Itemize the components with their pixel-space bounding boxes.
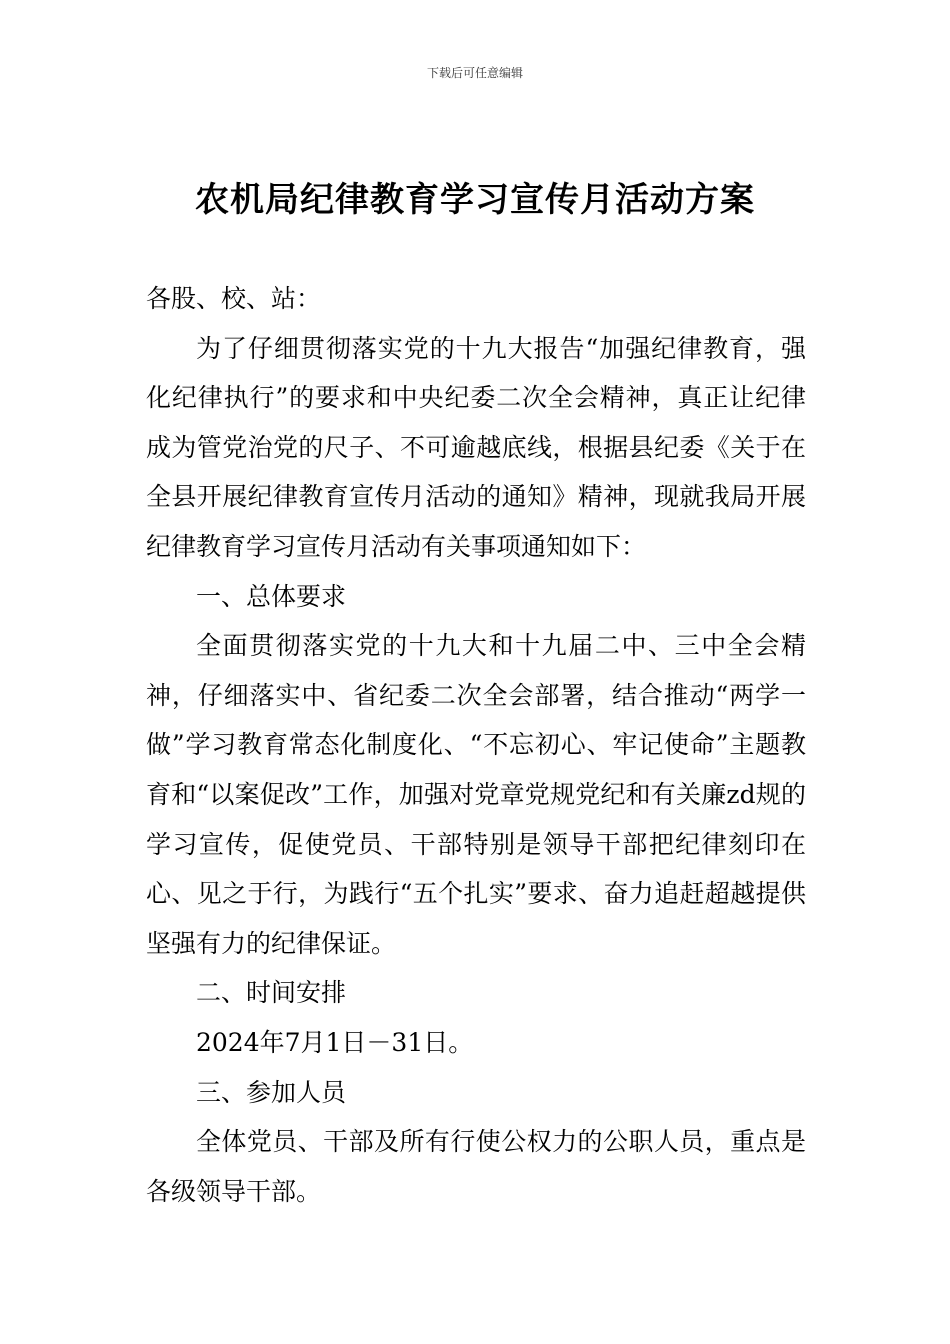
section-heading-general-requirements: 一、总体要求 <box>196 581 347 611</box>
document-title: 农机局纪律教育学习宣传月活动方案 <box>195 180 755 220</box>
section-heading-participants: 三、参加人员 <box>196 1077 347 1107</box>
section-body-schedule: 2024年7月1日－31日。 <box>196 1027 474 1057</box>
salutation: 各股、校、站： <box>146 284 322 313</box>
document-body <box>146 274 806 1216</box>
page-header: 下载后可任意编辑 <box>426 66 523 80</box>
section-body-general-requirements: 全面贯彻落实党的十九大和十九届二中、三中全会精神，仔细落实中、省纪委二次全会部署，结合推动“两学一做”学习教育常态化制度化、“不忘初心、牢记使命”主题教育和“以案促改”工作，加强对党章党规党纪和有关廉zd规的学习宣传，促使党员、干部特别是领导干部把纪律刻印在心、见之于行，为践行“五个扎实”要求、奋力追赶超越提供坚强有力的纪律保证。 <box>146 631 806 958</box>
section-heading-schedule: 二、时间安排 <box>196 978 347 1008</box>
intro-paragraph: 为了仔细贯彻落实党的十九大报告“加强纪律教育，强化纪律执行”的要求和中央纪委二次全会精神，真正让纪律成为管党治党的尺子、不可逾越底线，根据县纪委《关于在全县开展纪律教育宣传月活动的通知》精神，现就我局开展纪律教育学习宣传月活动有关事项通知如下： <box>146 333 806 561</box>
section-body-participants: 全体党员、干部及所有行使公权力的公职人员，重点是各级领导干部。 <box>146 1127 806 1206</box>
